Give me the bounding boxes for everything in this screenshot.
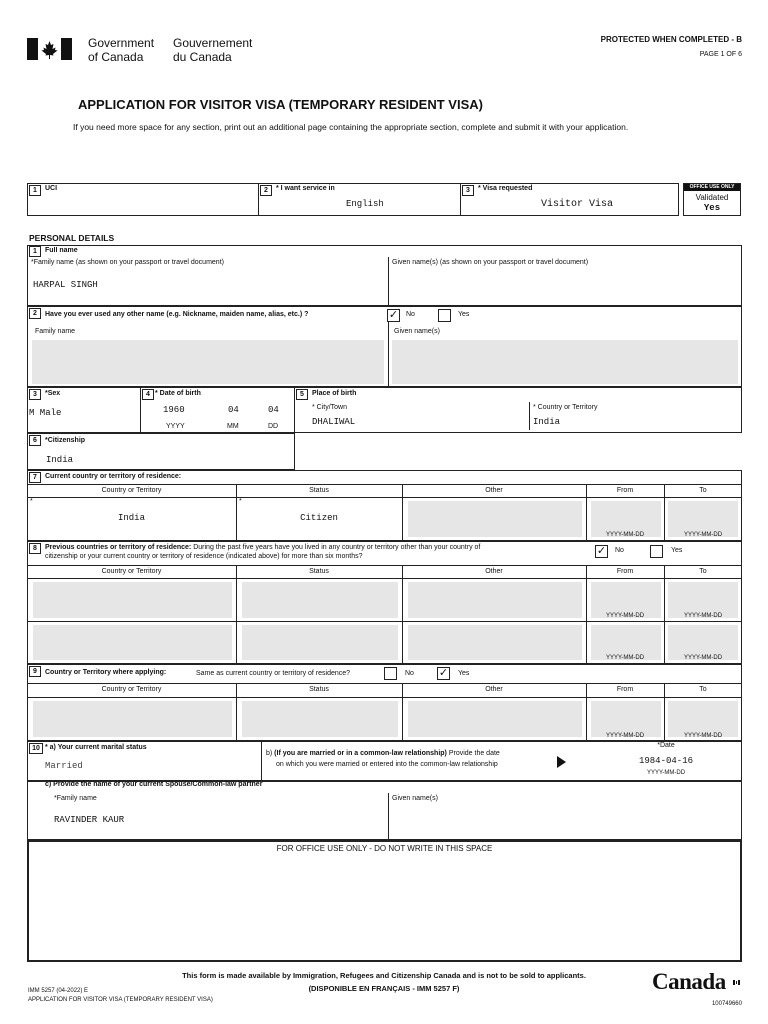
applying-country-no-label: No (405, 670, 414, 677)
section-title-personal: PERSONAL DETAILS (29, 233, 115, 243)
other-name-yes-label: Yes (458, 311, 470, 318)
applying-country-label: Country or Territory where applying: (45, 669, 167, 676)
q7-number: 7 (29, 472, 41, 483)
family-name-label: *Family name (as shown on your passport or travel document) (31, 259, 224, 266)
col-to-7: To (699, 487, 707, 494)
q8-number: 8 (29, 543, 41, 554)
applying-other-input[interactable] (408, 701, 582, 737)
q1-number-personal: 1 (29, 246, 41, 257)
previous-other-2-input[interactable] (408, 625, 582, 660)
government-of-canada-fr: Gouvernement du Canada (173, 36, 253, 64)
dob-day-input[interactable]: 04 (268, 405, 279, 415)
barcode-number: 100749660 (711, 1001, 742, 1007)
spouse-given-name-label: Given name(s) (392, 795, 438, 802)
marital-status-label: * a) Your current marital status (45, 744, 147, 751)
applying-country-question: Same as current country or territory of residence? (196, 670, 351, 677)
office-use-area (27, 840, 742, 962)
applying-from-hint: YYYY-MM-DD (605, 733, 645, 739)
required-star-country: * (30, 498, 33, 505)
sex-dob-birthplace-box (27, 387, 742, 433)
sex-select[interactable]: M Male (29, 408, 62, 418)
previous-country-1-input[interactable] (33, 582, 232, 618)
previous-country-2-input[interactable] (33, 625, 232, 660)
applying-country-yes-checkbox[interactable]: ✓ (438, 667, 449, 679)
previous-residence-no-checkbox[interactable]: ✓ (596, 545, 607, 557)
current-residence-label: Current country or territory of residence: (45, 473, 182, 480)
q3-number: 3 (29, 389, 41, 400)
previous-other-1-input[interactable] (408, 582, 582, 618)
visa-requested-label: * Visa requested (478, 185, 533, 192)
col-from-9: From (616, 686, 634, 693)
previous-residence-no-label: No (615, 547, 624, 554)
applying-status-input[interactable] (242, 701, 398, 737)
full-name-label: Full name (45, 247, 78, 253)
q9-number: 9 (29, 666, 41, 677)
q1-number: 1 (29, 185, 41, 196)
required-star-status: * (239, 498, 242, 505)
uci-label: UCI (45, 185, 58, 192)
given-name-input[interactable] (392, 272, 738, 302)
q5-number: 5 (296, 389, 308, 400)
previous-to-1-hint: YYYY-MM-DD (683, 613, 723, 619)
other-name-no-checkbox[interactable]: ✓ (388, 309, 399, 321)
dob-day-hint: DD (268, 423, 279, 430)
spouse-question: c) Provide the name of your current Spouse/Common-law partner (45, 781, 263, 788)
other-name-no-label: No (406, 311, 415, 318)
city-label: * City/Town (312, 404, 348, 411)
current-status-select[interactable]: Citizen (300, 513, 338, 523)
previous-status-1-input[interactable] (242, 582, 398, 618)
current-from-hint: YYYY-MM-DD (605, 532, 645, 538)
current-country-select[interactable]: India (117, 513, 145, 523)
dob-month-input[interactable]: 04 (228, 405, 239, 415)
applying-country-yes-label: Yes (458, 670, 470, 677)
place-of-birth-label: Place of birth (312, 390, 357, 397)
marriage-date-label: *Date (657, 742, 675, 749)
q3-top-number: 3 (462, 185, 474, 196)
col-status-9: Status (309, 686, 329, 693)
validated-label: Validated (695, 193, 729, 202)
footer-notice: This form is made available by Immigration, Refugees and Citizenship Canada and is not to be sold to applicants. (182, 971, 586, 980)
birth-country-label: * Country or Territory (533, 404, 598, 411)
q2-top-number: 2 (260, 185, 272, 196)
previous-from-2-hint: YYYY-MM-DD (605, 655, 645, 661)
marriage-date-question: b) (If you are married or in a common-law relationship) Provide the date on which you were married or entered into the common-law relationship (266, 750, 500, 768)
current-to-hint: YYYY-MM-DD (683, 532, 723, 538)
previous-residence-yes-checkbox[interactable] (650, 545, 663, 558)
dob-label: * Date of birth (155, 390, 201, 397)
service-label: * I want service in (276, 185, 335, 192)
applying-to-input[interactable] (668, 701, 738, 737)
col-from-7: From (616, 487, 634, 494)
applying-from-input[interactable] (591, 701, 661, 737)
office-use-header: OFFICE USE ONLY (684, 184, 740, 191)
form-title: APPLICATION FOR VISITOR VISA (TEMPORARY RESIDENT VISA) (78, 97, 483, 112)
validated-value: Yes (703, 203, 721, 213)
col-country-8: Country or Territory (101, 568, 162, 575)
marital-status-select[interactable]: Married (45, 761, 83, 771)
form-name-footer: APPLICATION FOR VISITOR VISA (TEMPORARY RESIDENT VISA) (28, 997, 213, 1003)
protected-label: PROTECTED WHEN COMPLETED - B (600, 35, 742, 44)
page-number: PAGE 1 OF 6 (699, 51, 742, 58)
other-given-name-label: Given name(s) (394, 328, 440, 335)
city-input[interactable]: DHALIWAL (312, 417, 356, 427)
other-given-name-input[interactable] (392, 340, 738, 384)
col-country-7: Country or Territory (101, 487, 162, 494)
col-to-9: To (699, 686, 707, 693)
col-other-8: Other (485, 568, 503, 575)
col-to-8: To (699, 568, 707, 575)
marriage-date-hint: YYYY-MM-DD (646, 770, 686, 776)
given-name-label: Given name(s) (as shown on your passport or travel document) (392, 259, 589, 266)
col-status-8: Status (309, 568, 329, 575)
arrow-right-icon (557, 756, 566, 768)
current-other-input[interactable] (408, 501, 582, 537)
form-code: IMM 5257 (04-2022) E (28, 988, 89, 994)
spouse-given-name-input[interactable] (392, 808, 738, 836)
col-country-9: Country or Territory (101, 686, 162, 693)
spouse-family-name-input[interactable]: RAVINDER KAUR (54, 815, 125, 825)
dob-year-hint: YYYY (166, 423, 185, 430)
uci-input[interactable] (30, 197, 255, 213)
q2-number: 2 (29, 308, 41, 319)
office-use-label: FOR OFFICE USE ONLY - DO NOT WRITE IN THIS SPACE (276, 844, 493, 853)
birth-country-select[interactable]: India (533, 417, 561, 427)
previous-to-2-hint: YYYY-MM-DD (683, 655, 723, 661)
other-name-question: Have you ever used any other name (e.g. Nickname, maiden name, alias, etc.) ? (45, 311, 309, 318)
previous-from-1-hint: YYYY-MM-DD (605, 613, 645, 619)
family-name-input[interactable]: HARPAL SINGH (33, 280, 98, 290)
q10-number: 10 (29, 743, 43, 754)
visa-requested-select[interactable]: Visitor Visa (541, 199, 614, 210)
col-status-7: Status (309, 487, 329, 494)
form-subtitle: If you need more space for any section, print out an additional page containing the appropriate section, complete and submit it with your application. (73, 122, 629, 132)
spouse-family-name-label: *Family name (54, 795, 97, 802)
applying-country-no-checkbox[interactable] (384, 667, 397, 680)
previous-residence-question: Previous countries or territory of residence: During the past five years have you lived in any country or territory other than your country of citizenship or your current country or territory of residence (indicated above) for more than six months? (45, 544, 481, 560)
citizenship-label: *Citizenship (45, 437, 86, 444)
other-family-name-label: Family name (35, 328, 76, 335)
service-select[interactable]: English (346, 199, 384, 209)
q4-number: 4 (142, 389, 154, 400)
previous-status-2-input[interactable] (242, 625, 398, 660)
col-other-9: Other (485, 686, 503, 693)
dob-month-hint: MM (227, 423, 239, 430)
government-of-canada-en: Government of Canada (88, 36, 155, 64)
marriage-date-input[interactable]: 1984-04-16 (638, 756, 693, 766)
dob-year-input[interactable]: 1960 (163, 405, 185, 415)
previous-residence-yes-label: Yes (671, 547, 683, 554)
footer-french: (DISPONIBLE EN FRANÇAIS - IMM 5257 F) (308, 984, 460, 993)
applying-to-hint: YYYY-MM-DD (683, 733, 723, 739)
col-other-7: Other (485, 487, 503, 494)
applying-country-input[interactable] (33, 701, 232, 737)
citizenship-select[interactable]: India (46, 455, 74, 465)
col-from-8: From (616, 568, 634, 575)
other-name-yes-checkbox[interactable] (438, 309, 451, 322)
flag-mini-icon (733, 972, 740, 977)
canada-flag-logo (27, 38, 72, 60)
canada-wordmark: Canada (652, 969, 726, 994)
sex-label: *Sex (45, 390, 61, 397)
q6-number: 6 (29, 435, 41, 446)
other-family-name-input[interactable] (32, 340, 384, 384)
